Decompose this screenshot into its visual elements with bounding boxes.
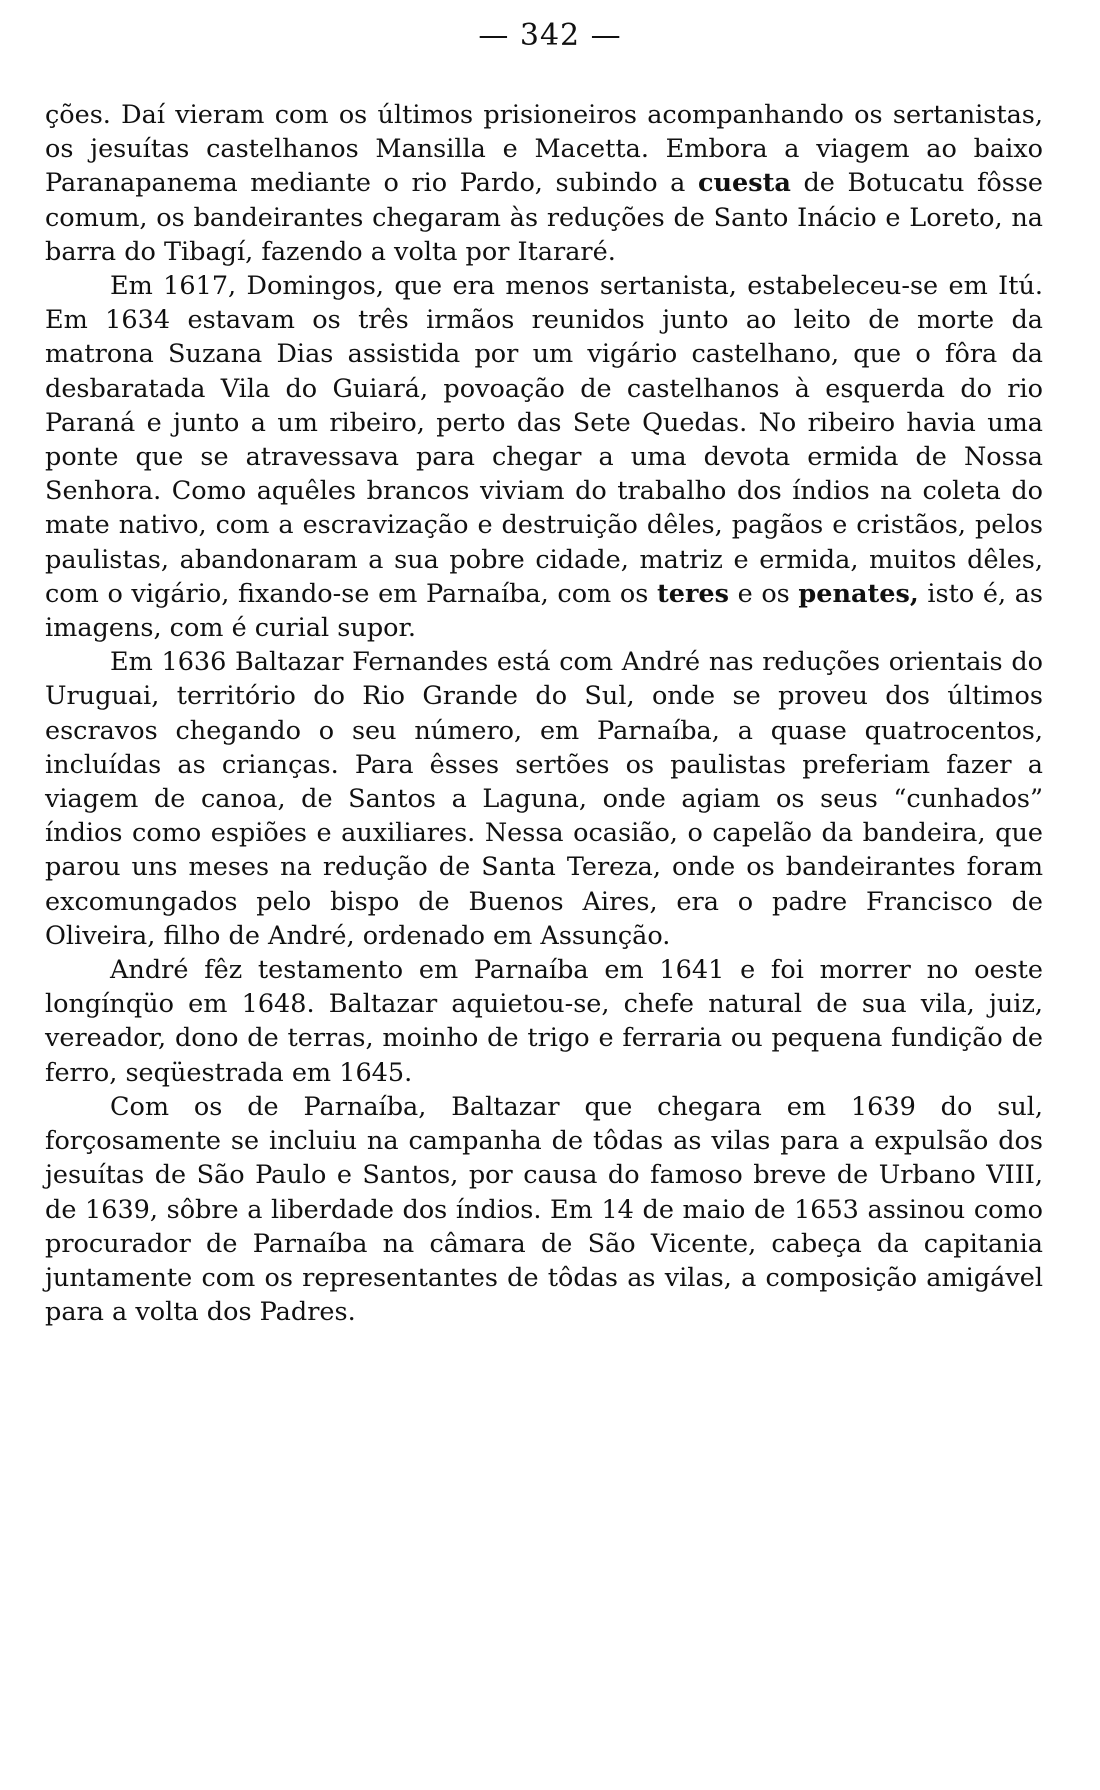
text-run: ções. Daí vieram com os últimos prisioneiros acompanhando os sertanistas, os jesuítas castelhanos Mansilla e Macetta. Embora a viagem ao baixo Paranapanema mediante o rio Pardo, subindo a [45, 100, 1043, 199]
paragraph-2 [45, 269, 1043, 645]
text-run: Com os de Parnaíba, Baltazar que chegara em 1639 do sul, forçosamente se incluiu na campanha de tôdas as vilas para a expulsão dos jesuítas de São Paulo e Santos, por causa do famoso breve de Urbano VIII, de 1639, sôbre a liberdade dos índios. Em 14 de maio de 1653 assinou como procurador de Parnaíba na câmara de São Vicente, cabeça da capitania juntamente com os representantes de tôdas as vilas, a composição amigável para a volta dos Padres. [45, 1091, 1043, 1328]
page-number: — 342 — [478, 18, 622, 53]
paragraph-1 [45, 98, 1043, 269]
text-run: André fêz testamento em Parnaíba em 1641 e foi morrer no oeste longínqüo em 1648. Baltazar aquietou-se, chefe natural de sua vila, juiz, vereador, dono de terras, moinho de trigo e ferraria ou pequena fundição de ferro, seqüestrada em 1645. [45, 955, 1043, 1088]
emphasis-teres: teres [656, 578, 729, 609]
paragraph-4 [45, 953, 1043, 1090]
text-run: isto é, as imagens, com é curial supor. [45, 578, 1043, 644]
text-run: de Botucatu fôsse comum, os bandeirantes chegaram às reduções de Santo Inácio e Loreto, na barra do Tibagí, fazendo a volta por Itararé. [45, 168, 1044, 267]
emphasis-penates: penates, [798, 578, 919, 609]
text-run: Em 1617, Domingos, que era menos sertanista, estabeleceu-se em Itú. Em 1634 estavam os três irmãos reunidos junto ao leito de morte da matrona Suzana Dias assistida por um vigário castelhano, que o fôra da desbaratada Vila do Guiará, povoação de castelhanos à esquerda do rio Paraná e junto a um ribeiro, perto das Sete Quedas. No ribeiro havia uma ponte que se atravessava para chegar a uma devota ermida de Nossa Senhora. Como aquêles brancos viviam do trabalho dos índios na coleta do mate nativo, com a escravização e destruição dêles, pagãos e cristãos, pelos paulistas, abandonaram a sua pobre cidade, matriz e ermida, muitos dêles, com o vigário, fixando-se em Parnaíba, com os [45, 271, 1043, 609]
paragraph-3 [45, 645, 1043, 953]
emphasis-cuesta: cuesta [697, 168, 791, 199]
body-text [45, 98, 1043, 1329]
text-run: e os [728, 578, 799, 609]
text-run: Em 1636 Baltazar Fernandes está com André nas reduções orientais do Uruguai, território do Rio Grande do Sul, onde se proveu dos últimos escravos chegando o seu número, em Parnaíba, a quase quatrocentos, incluídas as crianças. Para êsses sertões os paulistas preferiam fazer a viagem de canoa, de Santos a Laguna, onde agiam os seus “cunhados” índios como espiões e auxiliares. Nessa ocasião, o capelão da bandeira, que parou uns meses na redução de Santa Tereza, onde os bandeirantes foram excomungados pelo bispo de Buenos Aires, era o padre Francisco de Oliveira, filho de André, ordenado em Assunção. [45, 647, 1043, 951]
paragraph-5 [45, 1090, 1043, 1329]
